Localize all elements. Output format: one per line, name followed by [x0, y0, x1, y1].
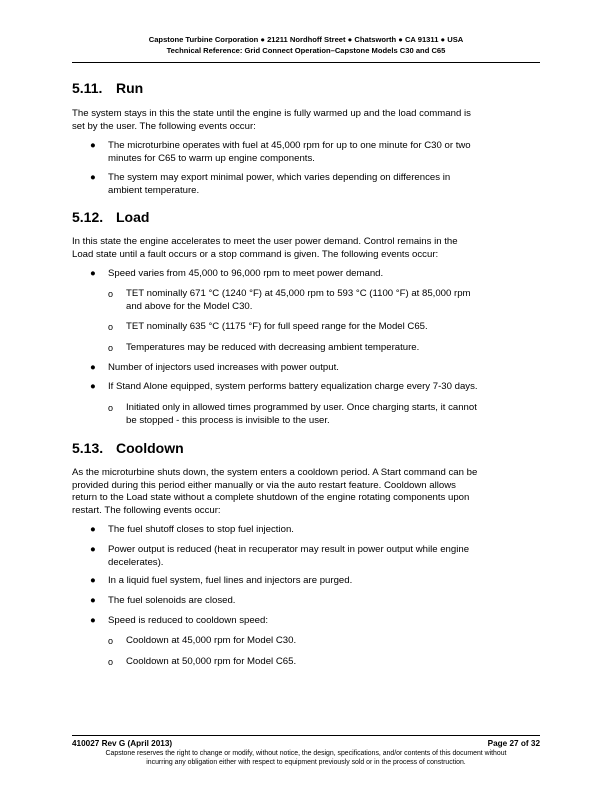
bullet-icon: ●	[90, 172, 96, 183]
section-intro-line: The system stays in this the state until the engine is fully warmed up and the load command is	[72, 108, 471, 119]
bullet-icon: ●	[90, 575, 96, 586]
bullet-icon: ●	[90, 362, 96, 373]
section-intro-line: As the microturbine shuts down, the system enters a cooldown period. A Start command can be	[72, 467, 478, 478]
footer-doc-id: 410027 Rev G (April 2013)	[72, 739, 173, 748]
bullet-line: ambient temperature.	[108, 184, 200, 196]
bullet-icon: ●	[90, 524, 96, 535]
bullet-icon: ●	[90, 381, 96, 392]
section-intro-line: return to the Load state without a complete shutdown of the engine rotating components upon	[72, 492, 470, 503]
sub-bullet-line: TET nominally 635 °C (1175 °F) for full speed range for the Model C65.	[126, 321, 428, 332]
section-heading-load	[72, 209, 149, 226]
section-heading-run	[72, 80, 143, 97]
section-number: 5.11.	[72, 80, 103, 96]
bullet-line: If Stand Alone equipped, system performs battery equalization charge every 7-30 days.	[108, 381, 478, 392]
section-title: Load	[116, 209, 150, 225]
section-intro-line: provided during this period either manually or via the auto restart feature. Cooldown allows	[72, 479, 456, 491]
section-number: 5.12.	[72, 209, 104, 225]
bullet-line: Speed varies from 45,000 to 96,000 rpm to meet power demand.	[108, 268, 384, 279]
footer-disclaimer	[72, 749, 540, 767]
section-intro-line: In this state the engine accelerates to meet the user power demand. Control remains in the	[72, 236, 458, 247]
bullet-line: The microturbine operates with fuel at 45,000 rpm for up to one minute for C30 or two	[108, 140, 471, 151]
bullet-icon: ●	[90, 615, 96, 626]
footer-disclaimer-line: Capstone reserves the right to change or modify, without notice, the design, specifications, and/or contents of this document without	[105, 750, 507, 757]
footer-rule	[72, 735, 540, 736]
sub-bullet-icon: o	[108, 403, 114, 413]
sub-bullet-icon: o	[108, 343, 114, 353]
section-heading-cooldown	[72, 440, 184, 457]
bullet-icon: ●	[90, 595, 96, 606]
sub-bullet-icon: o	[108, 322, 114, 332]
section-intro-line: set by the user. The following events occur:	[72, 120, 256, 132]
bullet-icon: ●	[90, 544, 96, 555]
running-header-address: Capstone Turbine Corporation ● 21211 Nordhoff Street ● Chatsworth ● CA 91311 ● USA	[148, 35, 464, 44]
sub-bullet-line: and above for the Model C30.	[126, 300, 253, 312]
bullet-line: decelerates).	[108, 556, 164, 568]
sub-bullet-icon: o	[108, 636, 114, 646]
bullet-line: Power output is reduced (heat in recuperator may result in power output while engine	[108, 544, 470, 555]
sub-bullet-line: Cooldown at 45,000 rpm for Model C30.	[126, 635, 297, 646]
footer-disclaimer-line: incurring any obligation either with respect to equipment previously sold or in the process of construction.	[146, 759, 466, 766]
bullet-icon: ●	[90, 268, 96, 279]
section-intro-line: Load state until a fault occurs or a stop command is given. The following events occur:	[72, 248, 439, 260]
sub-bullet-line: TET nominally 671 °C (1240 °F) at 45,000 rpm to 593 °C (1100 °F) at 85,000 rpm	[126, 288, 471, 299]
bullet-line: Speed is reduced to cooldown speed:	[108, 615, 269, 626]
sub-bullet-icon: o	[108, 289, 114, 299]
bullet-line: The fuel solenoids are closed.	[108, 595, 236, 606]
header-rule	[72, 62, 540, 63]
bullet-line: In a liquid fuel system, fuel lines and injectors are purged.	[108, 575, 353, 586]
sub-bullet-icon: o	[108, 657, 114, 667]
section-number: 5.13.	[72, 440, 104, 456]
section-title: Cooldown	[116, 440, 184, 456]
sub-bullet-line: Initiated only in allowed times programmed by user. Once charging starts, it cannot	[126, 402, 477, 413]
sub-bullet-line: Temperatures may be reduced with decreasing ambient temperature.	[126, 342, 420, 353]
section-title: Run	[116, 80, 144, 96]
bullet-line: The system may export minimal power, which varies depending on differences in	[108, 172, 451, 183]
sub-bullet-line: be stopped - this process is invisible to the user.	[126, 414, 330, 426]
bullet-line: Number of injectors used increases with power output.	[108, 362, 339, 373]
section-intro-line: restart. The following events occur:	[72, 504, 221, 516]
footer-page-number: Page 27 of 32	[487, 739, 540, 748]
bullet-icon: ●	[90, 140, 96, 151]
bullet-line: minutes for C65 to warm up engine components.	[108, 152, 315, 164]
bullet-line: The fuel shutoff closes to stop fuel injection.	[108, 524, 294, 535]
running-header-title: Technical Reference: Grid Connect Operation–Capstone Models C30 and C65	[166, 46, 446, 55]
sub-bullet-line: Cooldown at 50,000 rpm for Model C65.	[126, 656, 297, 667]
